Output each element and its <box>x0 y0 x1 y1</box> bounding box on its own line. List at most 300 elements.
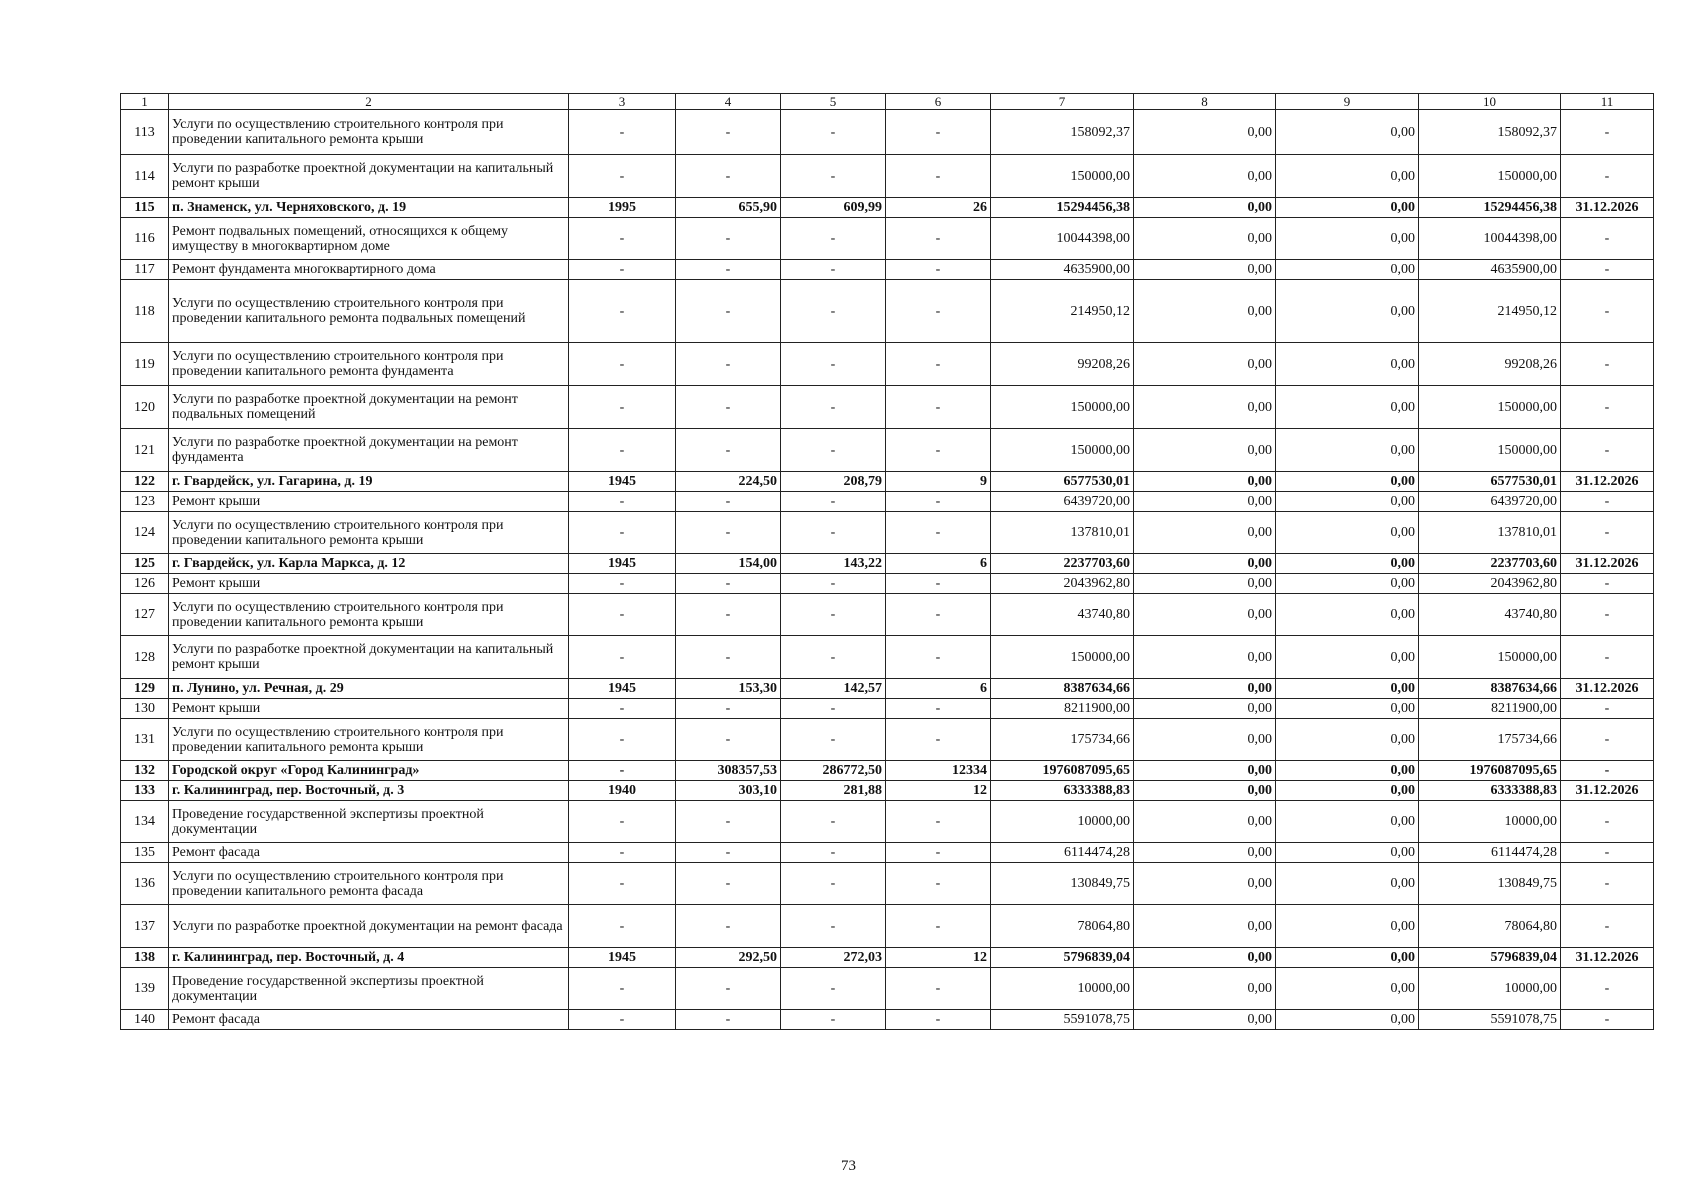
row-number: 134 <box>121 801 169 843</box>
area-living-cell: - <box>781 574 886 594</box>
area-total-cell: - <box>676 968 781 1010</box>
cost-col8-cell: 0,00 <box>1134 968 1276 1010</box>
area-total-cell: 292,50 <box>676 948 781 968</box>
cost-total-cell: 214950,12 <box>991 280 1134 343</box>
year-cell: 1940 <box>569 781 676 801</box>
table-row <box>121 761 1654 781</box>
cost-total-cell: 6333388,83 <box>991 781 1134 801</box>
cost-col10-cell: 5796839,04 <box>1419 948 1561 968</box>
row-number: 136 <box>121 863 169 905</box>
residents-cell: - <box>886 636 991 679</box>
column-header: 10 <box>1419 94 1561 110</box>
row-name: Ремонт крыши <box>169 574 569 594</box>
row-name: Услуги по осуществлению строительного контроля при проведении капитального ремонта крыши <box>169 512 569 554</box>
cost-total-cell: 130849,75 <box>991 863 1134 905</box>
residents-cell: - <box>886 155 991 198</box>
cost-col10-cell: 2237703,60 <box>1419 554 1561 574</box>
cost-total-cell: 6114474,28 <box>991 843 1134 863</box>
cost-total-cell: 137810,01 <box>991 512 1134 554</box>
table-row <box>121 110 1654 155</box>
area-living-cell: 142,57 <box>781 679 886 699</box>
cost-total-cell: 10044398,00 <box>991 218 1134 260</box>
cost-col9-cell: 0,00 <box>1276 198 1419 218</box>
area-total-cell: 303,10 <box>676 781 781 801</box>
table-row <box>121 554 1654 574</box>
table-row <box>121 1010 1654 1030</box>
end-date-cell: - <box>1561 719 1654 761</box>
cost-col10-cell: 158092,37 <box>1419 110 1561 155</box>
area-total-cell: - <box>676 492 781 512</box>
area-total-cell: - <box>676 110 781 155</box>
residents-cell: 12 <box>886 781 991 801</box>
row-name: п. Лунино, ул. Речная, д. 29 <box>169 679 569 699</box>
end-date-cell: - <box>1561 429 1654 472</box>
cost-col10-cell: 8211900,00 <box>1419 699 1561 719</box>
area-total-cell: 153,30 <box>676 679 781 699</box>
row-number: 115 <box>121 198 169 218</box>
end-date-cell: 31.12.2026 <box>1561 472 1654 492</box>
cost-col9-cell: 0,00 <box>1276 343 1419 386</box>
end-date-cell: - <box>1561 574 1654 594</box>
area-total-cell: - <box>676 594 781 636</box>
row-number: 125 <box>121 554 169 574</box>
row-name: Услуги по осуществлению строительного контроля при проведении капитального ремонта подвальных помещений <box>169 280 569 343</box>
cost-col9-cell: 0,00 <box>1276 719 1419 761</box>
area-living-cell: - <box>781 492 886 512</box>
row-number: 124 <box>121 512 169 554</box>
table-row <box>121 594 1654 636</box>
table-row <box>121 429 1654 472</box>
column-header: 1 <box>121 94 169 110</box>
row-number: 129 <box>121 679 169 699</box>
area-living-cell: 272,03 <box>781 948 886 968</box>
cost-total-cell: 8211900,00 <box>991 699 1134 719</box>
row-name: Услуги по осуществлению строительного контроля при проведении капитального ремонта фундамента <box>169 343 569 386</box>
column-header: 4 <box>676 94 781 110</box>
cost-col9-cell: 0,00 <box>1276 699 1419 719</box>
end-date-cell: - <box>1561 863 1654 905</box>
table-row <box>121 699 1654 719</box>
area-total-cell: - <box>676 218 781 260</box>
row-name: Услуги по осуществлению строительного контроля при проведении капитального ремонта крыши <box>169 110 569 155</box>
area-living-cell: - <box>781 636 886 679</box>
residents-cell: 6 <box>886 554 991 574</box>
cost-col10-cell: 6114474,28 <box>1419 843 1561 863</box>
cost-total-cell: 150000,00 <box>991 155 1134 198</box>
end-date-cell: - <box>1561 594 1654 636</box>
year-cell: 1945 <box>569 554 676 574</box>
area-living-cell: - <box>781 280 886 343</box>
row-name: г. Гвардейск, ул. Карла Маркса, д. 12 <box>169 554 569 574</box>
row-name: г. Калининград, пер. Восточный, д. 4 <box>169 948 569 968</box>
cost-total-cell: 5796839,04 <box>991 948 1134 968</box>
year-cell: 1945 <box>569 472 676 492</box>
cost-total-cell: 78064,80 <box>991 905 1134 948</box>
area-total-cell: - <box>676 260 781 280</box>
residents-cell: - <box>886 429 991 472</box>
area-total-cell: - <box>676 905 781 948</box>
row-number: 113 <box>121 110 169 155</box>
row-number: 123 <box>121 492 169 512</box>
row-number: 121 <box>121 429 169 472</box>
cost-total-cell: 5591078,75 <box>991 1010 1134 1030</box>
table-row <box>121 948 1654 968</box>
column-header: 7 <box>991 94 1134 110</box>
residents-cell: - <box>886 492 991 512</box>
year-cell: - <box>569 492 676 512</box>
area-total-cell: - <box>676 719 781 761</box>
end-date-cell: - <box>1561 260 1654 280</box>
cost-col8-cell: 0,00 <box>1134 554 1276 574</box>
cost-total-cell: 150000,00 <box>991 386 1134 429</box>
cost-total-cell: 2237703,60 <box>991 554 1134 574</box>
cost-col10-cell: 5591078,75 <box>1419 1010 1561 1030</box>
year-cell: - <box>569 863 676 905</box>
cost-col8-cell: 0,00 <box>1134 386 1276 429</box>
row-number: 118 <box>121 280 169 343</box>
row-name: Ремонт фасада <box>169 843 569 863</box>
cost-col10-cell: 214950,12 <box>1419 280 1561 343</box>
row-name: Услуги по осуществлению строительного контроля при проведении капитального ремонта крыши <box>169 719 569 761</box>
row-number: 128 <box>121 636 169 679</box>
row-name: п. Знаменск, ул. Черняховского, д. 19 <box>169 198 569 218</box>
end-date-cell: - <box>1561 343 1654 386</box>
table-row <box>121 280 1654 343</box>
cost-col8-cell: 0,00 <box>1134 155 1276 198</box>
year-cell: - <box>569 574 676 594</box>
row-number: 126 <box>121 574 169 594</box>
cost-col9-cell: 0,00 <box>1276 429 1419 472</box>
row-name: Услуги по разработке проектной документации на ремонт подвальных помещений <box>169 386 569 429</box>
cost-total-cell: 175734,66 <box>991 719 1134 761</box>
cost-col10-cell: 10000,00 <box>1419 801 1561 843</box>
area-living-cell: - <box>781 1010 886 1030</box>
table-row <box>121 260 1654 280</box>
row-name: Ремонт подвальных помещений, относящихся к общему имуществу в многоквартирном доме <box>169 218 569 260</box>
cost-col8-cell: 0,00 <box>1134 636 1276 679</box>
area-total-cell: - <box>676 343 781 386</box>
cost-col9-cell: 0,00 <box>1276 636 1419 679</box>
cost-col8-cell: 0,00 <box>1134 781 1276 801</box>
residents-cell: - <box>886 843 991 863</box>
cost-total-cell: 8387634,66 <box>991 679 1134 699</box>
row-name: Ремонт крыши <box>169 492 569 512</box>
residents-cell: - <box>886 863 991 905</box>
residents-cell: - <box>886 218 991 260</box>
end-date-cell: - <box>1561 280 1654 343</box>
row-number: 119 <box>121 343 169 386</box>
year-cell: - <box>569 429 676 472</box>
area-living-cell: - <box>781 863 886 905</box>
cost-col10-cell: 15294456,38 <box>1419 198 1561 218</box>
cost-col9-cell: 0,00 <box>1276 386 1419 429</box>
row-name: Проведение государственной экспертизы проектной документации <box>169 801 569 843</box>
cost-col9-cell: 0,00 <box>1276 948 1419 968</box>
area-living-cell: - <box>781 155 886 198</box>
cost-col10-cell: 6333388,83 <box>1419 781 1561 801</box>
end-date-cell: - <box>1561 636 1654 679</box>
row-name: г. Калининград, пер. Восточный, д. 3 <box>169 781 569 801</box>
cost-total-cell: 6439720,00 <box>991 492 1134 512</box>
cost-col8-cell: 0,00 <box>1134 594 1276 636</box>
row-name: Услуги по осуществлению строительного контроля при проведении капитального ремонта фасада <box>169 863 569 905</box>
cost-col10-cell: 2043962,80 <box>1419 574 1561 594</box>
column-number-header-row <box>121 94 1654 110</box>
residents-cell: 9 <box>886 472 991 492</box>
cost-total-cell: 99208,26 <box>991 343 1134 386</box>
cost-col10-cell: 6577530,01 <box>1419 472 1561 492</box>
cost-col8-cell: 0,00 <box>1134 801 1276 843</box>
row-number: 117 <box>121 260 169 280</box>
cost-total-cell: 15294456,38 <box>991 198 1134 218</box>
area-living-cell: 143,22 <box>781 554 886 574</box>
cost-col10-cell: 150000,00 <box>1419 155 1561 198</box>
table-row <box>121 863 1654 905</box>
residents-cell: - <box>886 512 991 554</box>
cost-col8-cell: 0,00 <box>1134 280 1276 343</box>
residents-cell: - <box>886 280 991 343</box>
area-living-cell: - <box>781 218 886 260</box>
cost-col8-cell: 0,00 <box>1134 948 1276 968</box>
area-living-cell: 609,99 <box>781 198 886 218</box>
end-date-cell: 31.12.2026 <box>1561 948 1654 968</box>
cost-col8-cell: 0,00 <box>1134 218 1276 260</box>
row-name: Услуги по разработке проектной документации на ремонт фундамента <box>169 429 569 472</box>
cost-col8-cell: 0,00 <box>1134 679 1276 699</box>
table-row <box>121 472 1654 492</box>
cost-col9-cell: 0,00 <box>1276 280 1419 343</box>
end-date-cell: - <box>1561 905 1654 948</box>
end-date-cell: - <box>1561 155 1654 198</box>
year-cell: 1945 <box>569 948 676 968</box>
table-row <box>121 719 1654 761</box>
cost-col8-cell: 0,00 <box>1134 429 1276 472</box>
page-number: 73 <box>841 1158 856 1174</box>
end-date-cell: - <box>1561 843 1654 863</box>
year-cell: - <box>569 801 676 843</box>
year-cell: - <box>569 636 676 679</box>
residents-cell: - <box>886 386 991 429</box>
area-living-cell: 286772,50 <box>781 761 886 781</box>
cost-col9-cell: 0,00 <box>1276 554 1419 574</box>
cost-col8-cell: 0,00 <box>1134 761 1276 781</box>
cost-col8-cell: 0,00 <box>1134 699 1276 719</box>
end-date-cell: - <box>1561 110 1654 155</box>
row-number: 122 <box>121 472 169 492</box>
area-total-cell: - <box>676 801 781 843</box>
table-row <box>121 343 1654 386</box>
cost-col9-cell: 0,00 <box>1276 472 1419 492</box>
cost-col9-cell: 0,00 <box>1276 574 1419 594</box>
end-date-cell: - <box>1561 218 1654 260</box>
cost-col8-cell: 0,00 <box>1134 343 1276 386</box>
cost-col8-cell: 0,00 <box>1134 905 1276 948</box>
area-living-cell: - <box>781 968 886 1010</box>
year-cell: - <box>569 761 676 781</box>
cost-col9-cell: 0,00 <box>1276 968 1419 1010</box>
table-body <box>121 94 1654 1030</box>
row-number: 135 <box>121 843 169 863</box>
area-total-cell: 308357,53 <box>676 761 781 781</box>
table-row <box>121 905 1654 948</box>
area-total-cell: - <box>676 429 781 472</box>
data-table <box>120 93 1654 1030</box>
cost-col9-cell: 0,00 <box>1276 781 1419 801</box>
area-total-cell: - <box>676 863 781 905</box>
row-name: Городской округ «Город Калининград» <box>169 761 569 781</box>
row-number: 130 <box>121 699 169 719</box>
cost-total-cell: 43740,80 <box>991 594 1134 636</box>
residents-cell: - <box>886 719 991 761</box>
year-cell: 1995 <box>569 198 676 218</box>
year-cell: - <box>569 594 676 636</box>
area-living-cell: 281,88 <box>781 781 886 801</box>
end-date-cell: 31.12.2026 <box>1561 781 1654 801</box>
table-row <box>121 968 1654 1010</box>
area-total-cell: - <box>676 1010 781 1030</box>
row-name: Ремонт фундамента многоквартирного дома <box>169 260 569 280</box>
row-number: 131 <box>121 719 169 761</box>
area-total-cell: - <box>676 574 781 594</box>
cost-col9-cell: 0,00 <box>1276 679 1419 699</box>
table-row <box>121 843 1654 863</box>
area-living-cell: - <box>781 110 886 155</box>
year-cell: - <box>569 155 676 198</box>
year-cell: - <box>569 719 676 761</box>
row-number: 120 <box>121 386 169 429</box>
area-total-cell: - <box>676 843 781 863</box>
cost-col8-cell: 0,00 <box>1134 492 1276 512</box>
residents-cell: - <box>886 260 991 280</box>
area-living-cell: - <box>781 719 886 761</box>
row-number: 127 <box>121 594 169 636</box>
area-total-cell: 154,00 <box>676 554 781 574</box>
row-number: 132 <box>121 761 169 781</box>
residents-cell: - <box>886 699 991 719</box>
cost-col10-cell: 150000,00 <box>1419 636 1561 679</box>
residents-cell: - <box>886 110 991 155</box>
cost-col9-cell: 0,00 <box>1276 843 1419 863</box>
area-total-cell: - <box>676 386 781 429</box>
table-row <box>121 218 1654 260</box>
cost-col9-cell: 0,00 <box>1276 155 1419 198</box>
row-name: Ремонт крыши <box>169 699 569 719</box>
residents-cell: 6 <box>886 679 991 699</box>
end-date-cell: - <box>1561 1010 1654 1030</box>
end-date-cell: - <box>1561 968 1654 1010</box>
row-number: 140 <box>121 1010 169 1030</box>
column-header: 9 <box>1276 94 1419 110</box>
area-living-cell: - <box>781 905 886 948</box>
cost-col10-cell: 1976087095,65 <box>1419 761 1561 781</box>
year-cell: - <box>569 1010 676 1030</box>
year-cell: - <box>569 968 676 1010</box>
area-living-cell: 208,79 <box>781 472 886 492</box>
cost-col10-cell: 6439720,00 <box>1419 492 1561 512</box>
cost-col9-cell: 0,00 <box>1276 512 1419 554</box>
area-living-cell: - <box>781 699 886 719</box>
table-row <box>121 155 1654 198</box>
column-header: 8 <box>1134 94 1276 110</box>
table-row <box>121 492 1654 512</box>
cost-col10-cell: 130849,75 <box>1419 863 1561 905</box>
area-living-cell: - <box>781 594 886 636</box>
cost-col9-cell: 0,00 <box>1276 492 1419 512</box>
cost-col8-cell: 0,00 <box>1134 512 1276 554</box>
cost-col10-cell: 137810,01 <box>1419 512 1561 554</box>
cost-col10-cell: 99208,26 <box>1419 343 1561 386</box>
cost-col9-cell: 0,00 <box>1276 761 1419 781</box>
cost-col10-cell: 150000,00 <box>1419 386 1561 429</box>
cost-col9-cell: 0,00 <box>1276 594 1419 636</box>
cost-col9-cell: 0,00 <box>1276 1010 1419 1030</box>
column-header: 6 <box>886 94 991 110</box>
table-row <box>121 781 1654 801</box>
table-row <box>121 574 1654 594</box>
data-table-container <box>120 93 1653 1030</box>
end-date-cell: - <box>1561 761 1654 781</box>
row-name: Проведение государственной экспертизы проектной документации <box>169 968 569 1010</box>
cost-col9-cell: 0,00 <box>1276 905 1419 948</box>
cost-col10-cell: 150000,00 <box>1419 429 1561 472</box>
year-cell: - <box>569 699 676 719</box>
cost-col10-cell: 10044398,00 <box>1419 218 1561 260</box>
row-name: Услуги по разработке проектной документации на капитальный ремонт крыши <box>169 155 569 198</box>
year-cell: - <box>569 905 676 948</box>
cost-col8-cell: 0,00 <box>1134 863 1276 905</box>
row-number: 114 <box>121 155 169 198</box>
area-total-cell: 655,90 <box>676 198 781 218</box>
cost-col10-cell: 78064,80 <box>1419 905 1561 948</box>
column-header: 3 <box>569 94 676 110</box>
cost-col8-cell: 0,00 <box>1134 472 1276 492</box>
residents-cell: - <box>886 801 991 843</box>
cost-col8-cell: 0,00 <box>1134 574 1276 594</box>
residents-cell: - <box>886 905 991 948</box>
cost-col10-cell: 43740,80 <box>1419 594 1561 636</box>
cost-total-cell: 10000,00 <box>991 801 1134 843</box>
end-date-cell: 31.12.2026 <box>1561 679 1654 699</box>
end-date-cell: 31.12.2026 <box>1561 198 1654 218</box>
row-number: 133 <box>121 781 169 801</box>
row-number: 138 <box>121 948 169 968</box>
row-name: Ремонт фасада <box>169 1010 569 1030</box>
residents-cell: - <box>886 968 991 1010</box>
year-cell: - <box>569 843 676 863</box>
column-header: 2 <box>169 94 569 110</box>
end-date-cell: - <box>1561 492 1654 512</box>
row-name: г. Гвардейск, ул. Гагарина, д. 19 <box>169 472 569 492</box>
cost-total-cell: 150000,00 <box>991 429 1134 472</box>
table-row <box>121 386 1654 429</box>
table-row <box>121 512 1654 554</box>
cost-col8-cell: 0,00 <box>1134 198 1276 218</box>
cost-col9-cell: 0,00 <box>1276 801 1419 843</box>
row-number: 116 <box>121 218 169 260</box>
year-cell: - <box>569 110 676 155</box>
year-cell: - <box>569 260 676 280</box>
cost-col10-cell: 4635900,00 <box>1419 260 1561 280</box>
cost-total-cell: 150000,00 <box>991 636 1134 679</box>
cost-col8-cell: 0,00 <box>1134 260 1276 280</box>
row-number: 139 <box>121 968 169 1010</box>
table-row <box>121 198 1654 218</box>
table-row <box>121 801 1654 843</box>
cost-col10-cell: 8387634,66 <box>1419 679 1561 699</box>
area-living-cell: - <box>781 260 886 280</box>
cost-total-cell: 4635900,00 <box>991 260 1134 280</box>
cost-total-cell: 158092,37 <box>991 110 1134 155</box>
